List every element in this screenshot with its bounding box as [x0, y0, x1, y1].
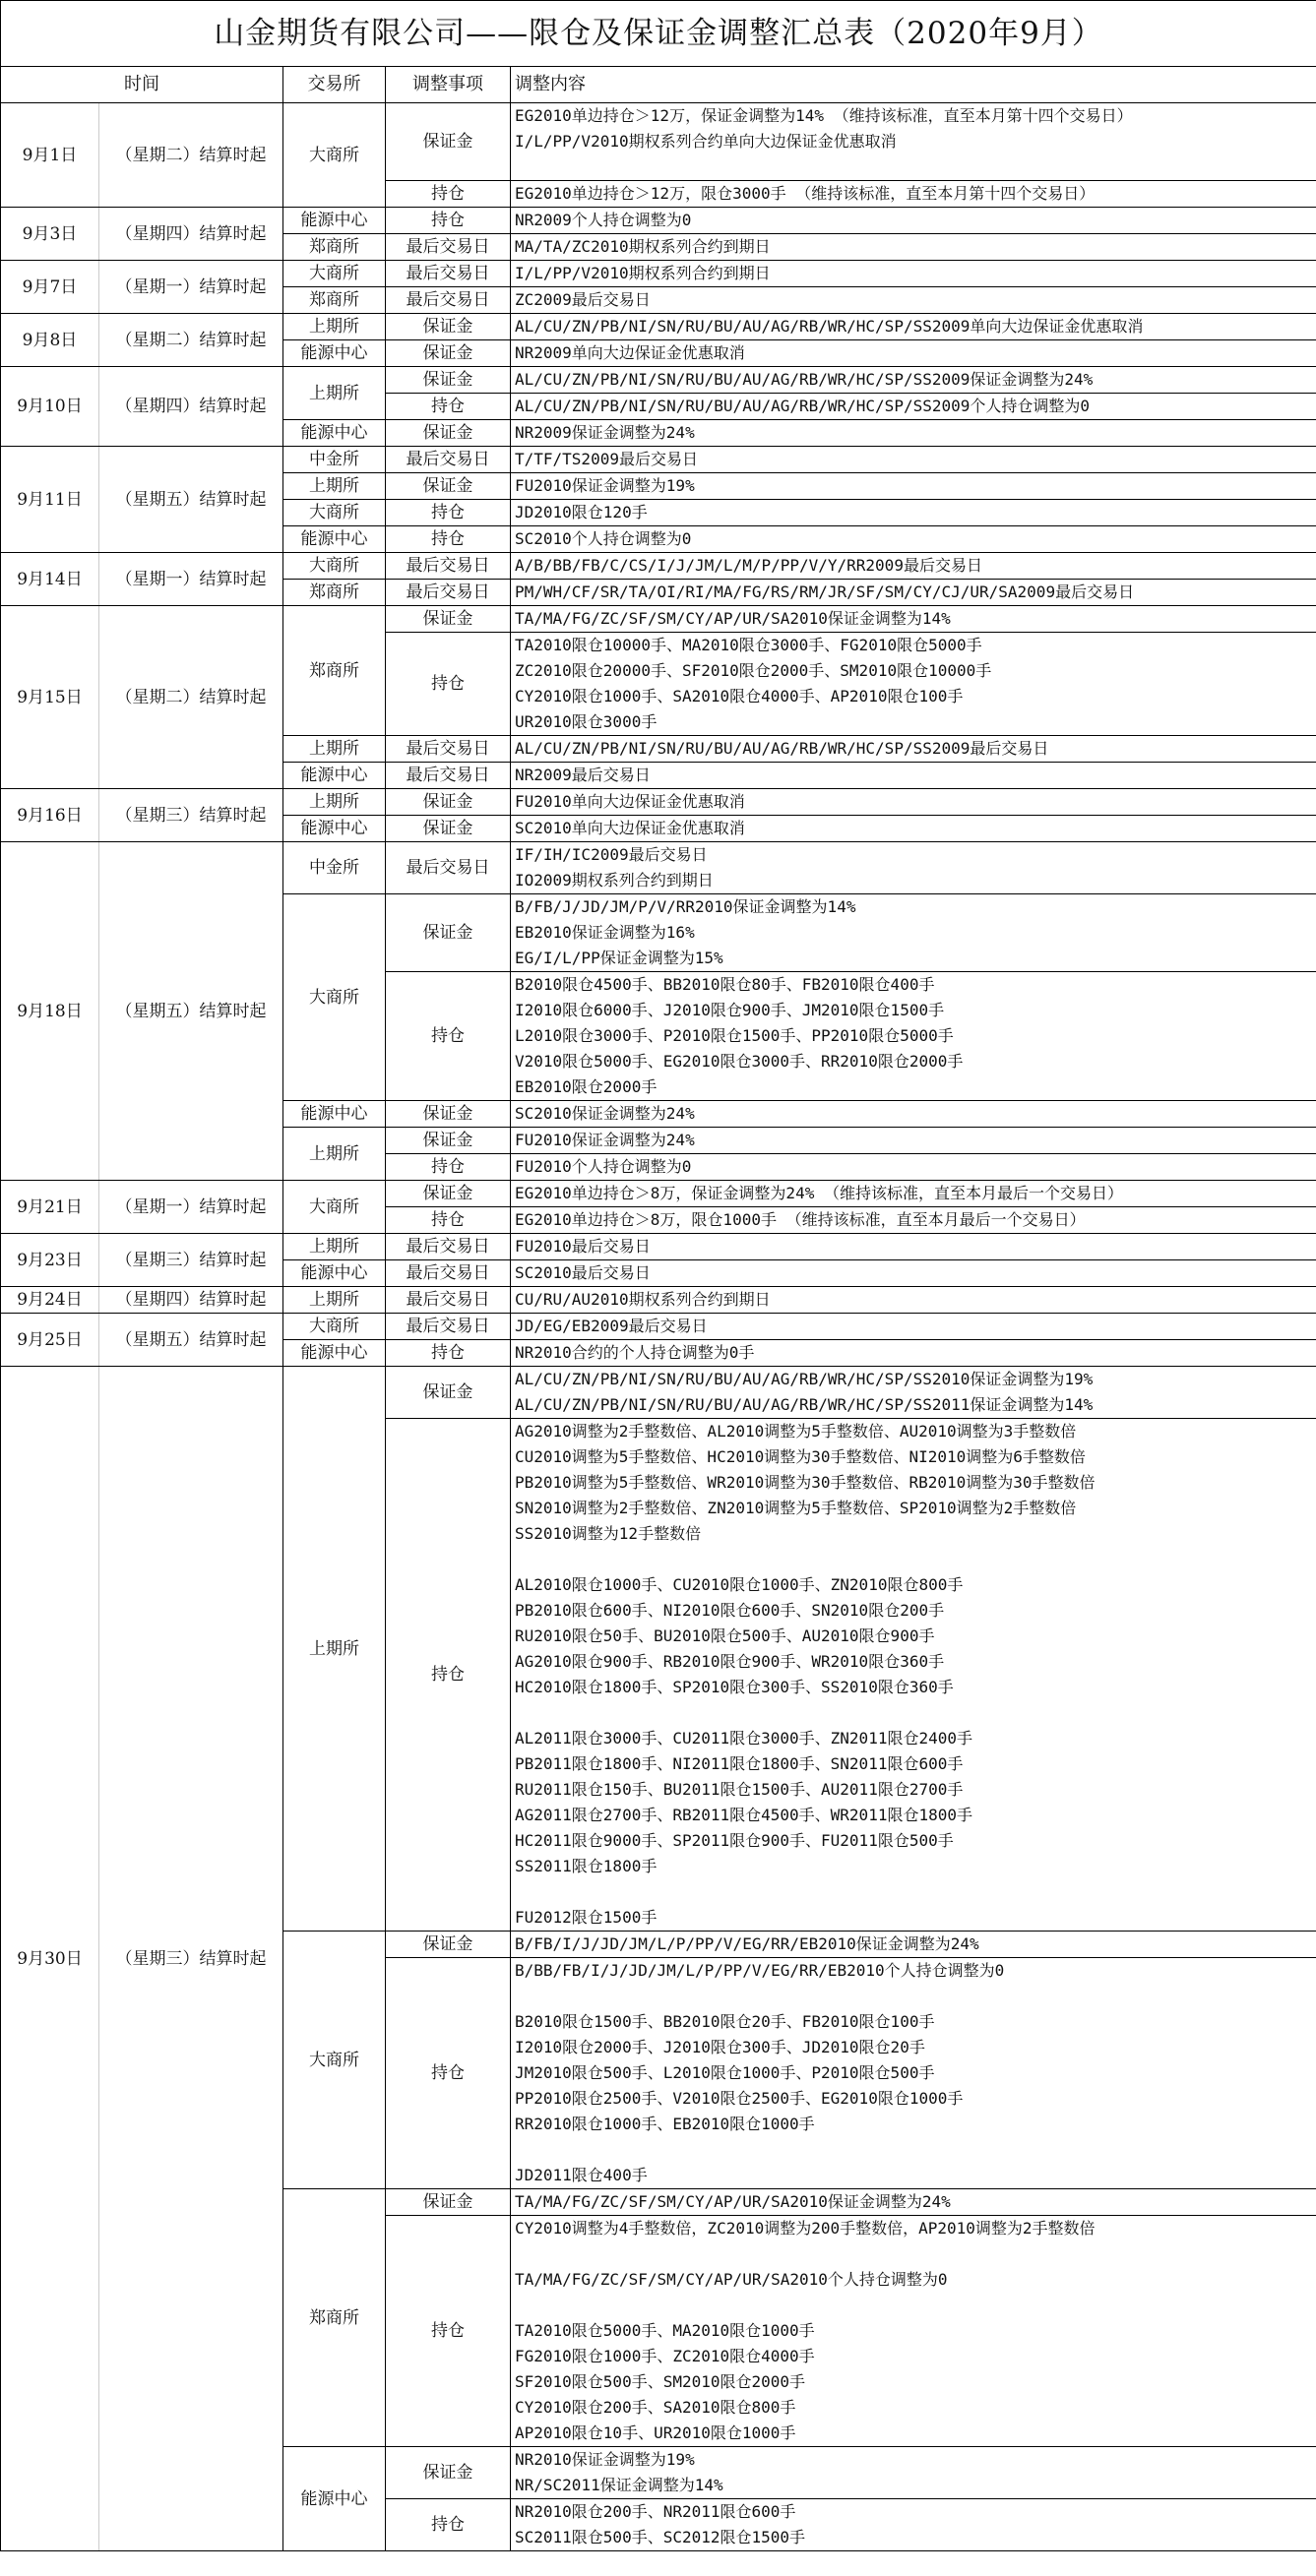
exchange-cell: 上期所	[283, 1234, 386, 1260]
content-line: NR2010合约的个人持仓调整为0手	[515, 1343, 755, 1362]
adjust-content-cell	[511, 1128, 1316, 1154]
adjust-item-cell: 最后交易日	[386, 447, 511, 473]
table-row	[1, 367, 1316, 394]
adjust-content-cell	[511, 763, 1316, 789]
table-row	[1, 789, 1316, 816]
adjust-item-cell: 保证金	[386, 1128, 511, 1154]
adjust-content-cell	[511, 367, 1316, 394]
adjust-content-cell	[511, 789, 1316, 816]
content-line: IF/IH/IC2009最后交易日	[515, 845, 708, 864]
content-line	[515, 1547, 1316, 1572]
table-row	[1, 1287, 1316, 1314]
date-cell: 9月16日	[1, 789, 99, 842]
table-row	[1, 1234, 1316, 1260]
table-row	[1, 1367, 1316, 1419]
adjust-content-cell	[511, 181, 1316, 208]
adjust-item-cell: 持仓	[386, 1154, 511, 1181]
content-line: EG2010单边持仓＞8万，限仓1000手 （维持该标准，直至本月最后一个交易日）	[515, 1210, 1086, 1229]
adjust-content-cell	[511, 1367, 1316, 1419]
date-cell: 9月11日	[1, 447, 99, 553]
adjust-item-cell: 保证金	[386, 2447, 511, 2499]
weekday-cell: （星期二）结算时起	[99, 103, 283, 208]
adjust-item-cell: 保证金	[386, 103, 511, 181]
content-line: I/L/PP/V2010期权系列合约到期日	[515, 264, 771, 282]
content-line: SC2010单向大边保证金优惠取消	[515, 819, 745, 837]
exchange-cell: 大商所	[283, 261, 386, 287]
adjust-content-cell	[511, 394, 1316, 420]
weekday-cell: （星期五）结算时起	[99, 842, 283, 1181]
content-line: B/FB/J/JD/JM/P/V/RR2010保证金调整为14%	[515, 897, 856, 916]
content-line: CY2010调整为4手整数倍，ZC2010调整为200手整数倍，AP2010调整为2手整数倍	[515, 2219, 1096, 2238]
adjust-item-cell: 最后交易日	[386, 234, 511, 261]
adjust-content-cell	[511, 287, 1316, 314]
date-cell: 9月3日	[1, 208, 99, 261]
adjust-item-cell: 保证金	[386, 473, 511, 500]
adjust-content-cell	[511, 894, 1316, 972]
page-title: 山金期货有限公司——限仓及保证金调整汇总表（2020年9月）	[1, 1, 1316, 67]
adjust-content-cell	[511, 1181, 1316, 1207]
content-line: I2010限仓2000手、J2010限仓300手、JD2010限仓20手	[515, 2038, 925, 2056]
content-line: IO2009期权系列合约到期日	[515, 871, 714, 889]
content-line: B/BB/FB/I/J/JD/JM/L/P/PP/V/EG/RR/EB2010个人持仓调整为0	[515, 1961, 1005, 1980]
exchange-cell: 能源中心	[283, 2447, 386, 2551]
content-line: JM2010限仓500手、L2010限仓1000手、P2010限仓500手	[515, 2063, 935, 2082]
content-line: TA/MA/FG/ZC/SF/SM/CY/AP/UR/SA2010保证金调整为24%	[515, 2192, 951, 2211]
exchange-cell: 上期所	[283, 736, 386, 763]
content-line: PM/WH/CF/SR/TA/OI/RI/MA/FG/RS/RM/JR/SF/SM/CY/CJ/UR/SA2009最后交易日	[515, 583, 1135, 601]
adjust-content-cell	[511, 420, 1316, 447]
date-cell: 9月24日	[1, 1287, 99, 1314]
adjust-item-cell: 持仓	[386, 181, 511, 208]
content-line: B2010限仓1500手、BB2010限仓20手、FB2010限仓100手	[515, 2012, 935, 2031]
content-line: FU2010个人持仓调整为0	[515, 1157, 692, 1176]
adjust-item-cell: 最后交易日	[386, 553, 511, 580]
content-line: SC2010最后交易日	[515, 1263, 651, 1282]
exchange-cell: 大商所	[283, 500, 386, 526]
adjust-content-cell	[511, 1958, 1316, 2189]
adjust-content-cell	[511, 340, 1316, 367]
adjust-item-cell: 保证金	[386, 314, 511, 340]
adjust-item-cell: 最后交易日	[386, 261, 511, 287]
content-line: V2010限仓5000手、EG2010限仓3000手、RR2010限仓2000手	[515, 1052, 964, 1071]
weekday-cell: （星期三）结算时起	[99, 1367, 283, 2551]
content-line: TA2010限仓10000手、MA2010限仓3000手、FG2010限仓5000手	[515, 636, 982, 654]
date-cell: 9月1日	[1, 103, 99, 208]
adjust-content-cell	[511, 1154, 1316, 1181]
exchange-cell: 大商所	[283, 553, 386, 580]
adjust-item-cell: 最后交易日	[386, 287, 511, 314]
weekday-cell: （星期五）结算时起	[99, 447, 283, 553]
content-line	[515, 1700, 1316, 1726]
content-line: PB2011限仓1800手、NI2011限仓1800手、SN2011限仓600手	[515, 1754, 964, 1773]
table-row	[1, 261, 1316, 287]
content-line: FU2010单向大边保证金优惠取消	[515, 792, 745, 811]
exchange-cell: 能源中心	[283, 1101, 386, 1128]
adjust-content-cell	[511, 1419, 1316, 1932]
adjust-item-cell: 持仓	[386, 1419, 511, 1932]
exchange-cell: 上期所	[283, 1367, 386, 1932]
date-cell: 9月7日	[1, 261, 99, 314]
content-line: AL/CU/ZN/PB/NI/SN/RU/BU/AU/AG/RB/WR/HC/SP/SS2009单向大边保证金优惠取消	[515, 317, 1144, 336]
content-line: AG2010调整为2手整数倍、AL2010调整为5手整数倍、AU2010调整为3手整数倍	[515, 1422, 1077, 1441]
adjust-content-cell	[511, 1287, 1316, 1314]
table-row	[1, 1181, 1316, 1207]
adjust-item-cell: 保证金	[386, 367, 511, 394]
exchange-cell: 大商所	[283, 894, 386, 1101]
adjust-item-cell: 保证金	[386, 2189, 511, 2216]
exchange-cell: 上期所	[283, 789, 386, 816]
adjust-item-cell: 持仓	[386, 2499, 511, 2551]
exchange-cell: 能源中心	[283, 1260, 386, 1287]
weekday-cell: （星期二）结算时起	[99, 606, 283, 789]
date-cell: 9月23日	[1, 1234, 99, 1287]
content-line: B2010限仓4500手、BB2010限仓80手、FB2010限仓400手	[515, 975, 935, 994]
exchange-cell: 郑商所	[283, 580, 386, 606]
adjust-content-cell	[511, 447, 1316, 473]
date-cell: 9月21日	[1, 1181, 99, 1234]
adjust-content-cell	[511, 261, 1316, 287]
table-header-row	[1, 67, 1316, 103]
content-line: AL/CU/ZN/PB/NI/SN/RU/BU/AU/AG/RB/WR/HC/SP/SS2009最后交易日	[515, 739, 1049, 758]
weekday-cell: （星期一）结算时起	[99, 261, 283, 314]
adjust-content-cell	[511, 1314, 1316, 1340]
date-cell: 9月18日	[1, 842, 99, 1181]
content-line: CY2010限仓1000手、SA2010限仓4000手、AP2010限仓100手	[515, 687, 964, 705]
exchange-cell: 中金所	[283, 447, 386, 473]
content-line: AL2011限仓3000手、CU2011限仓3000手、ZN2011限仓2400手	[515, 1729, 972, 1748]
adjust-content-cell	[511, 606, 1316, 633]
weekday-cell: （星期一）结算时起	[99, 1181, 283, 1234]
table-row	[1, 842, 1316, 894]
content-line	[515, 154, 1316, 180]
header-exchange: 交易所	[283, 67, 386, 103]
content-line: AL/CU/ZN/PB/NI/SN/RU/BU/AU/AG/RB/WR/HC/SP/SS2011保证金调整为14%	[515, 1395, 1094, 1414]
content-line: RR2010限仓1000手、EB2010限仓1000手	[515, 2115, 815, 2133]
table-row	[1, 1314, 1316, 1340]
adjust-content-cell	[511, 2189, 1316, 2216]
adjust-item-cell: 持仓	[386, 1340, 511, 1367]
adjust-item-cell: 持仓	[386, 972, 511, 1101]
content-line: I/L/PP/V2010期权系列合约单向大边保证金优惠取消	[515, 132, 897, 151]
content-line: NR2010限仓200手、NR2011限仓600手	[515, 2502, 796, 2521]
exchange-cell: 大商所	[283, 1314, 386, 1340]
weekday-cell: （星期二）结算时起	[99, 314, 283, 367]
adjust-content-cell	[511, 553, 1316, 580]
adjust-item-cell: 持仓	[386, 394, 511, 420]
date-cell: 9月25日	[1, 1314, 99, 1367]
adjust-content-cell	[511, 1340, 1316, 1367]
exchange-cell: 大商所	[283, 103, 386, 208]
table-body	[1, 103, 1316, 2551]
exchange-cell: 能源中心	[283, 420, 386, 447]
exchange-cell: 能源中心	[283, 763, 386, 789]
adjust-item-cell: 保证金	[386, 894, 511, 972]
content-line	[515, 2241, 1316, 2267]
content-line	[515, 2137, 1316, 2163]
adjust-item-cell: 最后交易日	[386, 1260, 511, 1287]
exchange-cell: 能源中心	[283, 526, 386, 553]
content-line: FU2010保证金调整为24%	[515, 1131, 695, 1149]
content-line: PP2010限仓2500手、V2010限仓2500手、EG2010限仓1000手	[515, 2089, 964, 2108]
date-cell: 9月10日	[1, 367, 99, 447]
content-line: L2010限仓3000手、P2010限仓1500手、PP2010限仓5000手	[515, 1026, 954, 1045]
adjust-item-cell: 最后交易日	[386, 1234, 511, 1260]
content-line: HC2011限仓9000手、SP2011限仓900手、FU2011限仓500手	[515, 1831, 954, 1850]
adjust-content-cell	[511, 1260, 1316, 1287]
adjust-item-cell: 保证金	[386, 420, 511, 447]
adjust-item-cell: 最后交易日	[386, 1287, 511, 1314]
content-line: I2010限仓6000手、J2010限仓900手、JM2010限仓1500手	[515, 1001, 945, 1019]
content-line: FU2010最后交易日	[515, 1237, 651, 1256]
content-line: SF2010限仓500手、SM2010限仓2000手	[515, 2372, 806, 2391]
content-line: JD/EG/EB2009最后交易日	[515, 1317, 708, 1335]
content-line: EG2010单边持仓＞12万，保证金调整为14% （维持该标准，直至本月第十四个交易日）	[515, 106, 1133, 125]
content-line: SC2011限仓500手、SC2012限仓1500手	[515, 2528, 806, 2546]
exchange-cell: 郑商所	[283, 606, 386, 736]
exchange-cell: 大商所	[283, 1181, 386, 1234]
adjust-content-cell	[511, 736, 1316, 763]
content-line: NR2009最后交易日	[515, 766, 651, 784]
table-row	[1, 447, 1316, 473]
weekday-cell: （星期四）结算时起	[99, 208, 283, 261]
content-line	[515, 1984, 1316, 2009]
content-line: EB2010保证金调整为16%	[515, 923, 695, 942]
content-line: B/FB/I/J/JD/JM/L/P/PP/V/EG/RR/EB2010保证金调整为24%	[515, 1934, 979, 1953]
exchange-cell: 能源中心	[283, 208, 386, 234]
adjust-item-cell: 最后交易日	[386, 1314, 511, 1340]
adjust-content-cell	[511, 526, 1316, 553]
content-line: FU2010保证金调整为19%	[515, 476, 695, 495]
date-cell: 9月8日	[1, 314, 99, 367]
content-line: NR2009保证金调整为24%	[515, 423, 695, 442]
adjust-content-cell	[511, 2499, 1316, 2551]
adjust-content-cell	[511, 208, 1316, 234]
adjust-content-cell	[511, 842, 1316, 894]
adjust-content-cell	[511, 1932, 1316, 1958]
exchange-cell: 郑商所	[283, 2189, 386, 2447]
exchange-cell: 郑商所	[283, 287, 386, 314]
content-line: JD2010限仓120手	[515, 503, 648, 521]
content-line: SN2010调整为2手整数倍、ZN2010调整为5手整数倍、SP2010调整为2手整数倍	[515, 1499, 1077, 1517]
header-item: 调整事项	[386, 67, 511, 103]
content-line	[515, 1879, 1316, 1905]
weekday-cell: （星期三）结算时起	[99, 789, 283, 842]
adjust-item-cell: 最后交易日	[386, 736, 511, 763]
content-line: SS2011限仓1800手	[515, 1857, 658, 1875]
adjust-content-cell	[511, 972, 1316, 1101]
content-line	[515, 2293, 1316, 2318]
content-line: AL/CU/ZN/PB/NI/SN/RU/BU/AU/AG/RB/WR/HC/SP/SS2010保证金调整为19%	[515, 1370, 1094, 1388]
adjust-item-cell: 保证金	[386, 1101, 511, 1128]
exchange-cell: 上期所	[283, 1128, 386, 1181]
weekday-cell: （星期三）结算时起	[99, 1234, 283, 1287]
content-line: AL/CU/ZN/PB/NI/SN/RU/BU/AU/AG/RB/WR/HC/SP/SS2009个人持仓调整为0	[515, 397, 1091, 415]
content-line: FG2010限仓1000手、ZC2010限仓4000手	[515, 2347, 815, 2365]
adjust-item-cell: 持仓	[386, 1207, 511, 1234]
exchange-cell: 能源中心	[283, 816, 386, 842]
content-line: NR/SC2011保证金调整为14%	[515, 2476, 723, 2494]
adjust-content-cell	[511, 2216, 1316, 2447]
date-cell: 9月30日	[1, 1367, 99, 2551]
adjust-content-cell	[511, 1101, 1316, 1128]
adjust-item-cell: 保证金	[386, 816, 511, 842]
adjust-item-cell: 保证金	[386, 789, 511, 816]
adjust-content-cell	[511, 633, 1316, 736]
content-line: CU/RU/AU2010期权系列合约到期日	[515, 1290, 771, 1309]
weekday-cell: （星期一）结算时起	[99, 553, 283, 606]
content-line: AG2010限仓900手、RB2010限仓900手、WR2010限仓360手	[515, 1652, 945, 1671]
adjust-content-cell	[511, 1207, 1316, 1234]
content-line: NR2009单向大边保证金优惠取消	[515, 343, 745, 362]
content-line: RU2010限仓50手、BU2010限仓500手、AU2010限仓900手	[515, 1626, 935, 1645]
content-line: SC2010保证金调整为24%	[515, 1104, 695, 1123]
adjust-item-cell: 最后交易日	[386, 842, 511, 894]
weekday-cell: （星期五）结算时起	[99, 1314, 283, 1367]
content-line: NR2010保证金调整为19%	[515, 2450, 695, 2469]
content-line: AP2010限仓10手、UR2010限仓1000手	[515, 2423, 796, 2442]
content-line: PB2010调整为5手整数倍、WR2010调整为30手整数倍、RB2010调整为30手整数倍	[515, 1473, 1096, 1492]
adjust-content-cell	[511, 314, 1316, 340]
content-line: EB2010限仓2000手	[515, 1077, 658, 1096]
adjust-item-cell: 持仓	[386, 526, 511, 553]
adjust-content-cell	[511, 816, 1316, 842]
exchange-cell: 上期所	[283, 367, 386, 420]
adjust-item-cell: 持仓	[386, 500, 511, 526]
table-row	[1, 553, 1316, 580]
adjust-item-cell: 持仓	[386, 1958, 511, 2189]
adjust-item-cell: 持仓	[386, 2216, 511, 2447]
content-line: AL/CU/ZN/PB/NI/SN/RU/BU/AU/AG/RB/WR/HC/SP/SS2009保证金调整为24%	[515, 370, 1094, 389]
exchange-cell: 中金所	[283, 842, 386, 894]
content-line: FU2012限仓1500手	[515, 1908, 658, 1927]
adjust-item-cell: 持仓	[386, 633, 511, 736]
adjust-content-cell	[511, 2447, 1316, 2499]
table-row	[1, 314, 1316, 340]
exchange-cell: 能源中心	[283, 1340, 386, 1367]
content-line: RU2011限仓150手、BU2011限仓1500手、AU2011限仓2700手	[515, 1780, 964, 1799]
content-line: NR2009个人持仓调整为0	[515, 211, 692, 229]
content-line: EG2010单边持仓＞8万，保证金调整为24% （维持该标准，直至本月最后一个交易日）	[515, 1184, 1123, 1202]
content-line: EG/I/L/PP保证金调整为15%	[515, 949, 723, 967]
exchange-cell: 上期所	[283, 314, 386, 340]
exchange-cell: 大商所	[283, 1932, 386, 2189]
table-row	[1, 606, 1316, 633]
weekday-cell: （星期四）结算时起	[99, 1287, 283, 1314]
content-line: TA2010限仓5000手、MA2010限仓1000手	[515, 2321, 815, 2340]
adjust-item-cell: 最后交易日	[386, 580, 511, 606]
adjust-content-cell	[511, 103, 1316, 181]
date-cell: 9月14日	[1, 553, 99, 606]
exchange-cell: 郑商所	[283, 234, 386, 261]
content-line: SC2010个人持仓调整为0	[515, 529, 692, 548]
exchange-cell: 上期所	[283, 1287, 386, 1314]
content-line: JD2011限仓400手	[515, 2166, 648, 2184]
content-line: CY2010限仓200手、SA2010限仓800手	[515, 2398, 796, 2417]
content-line: TA/MA/FG/ZC/SF/SM/CY/AP/UR/SA2010保证金调整为14%	[515, 609, 951, 628]
content-line: EG2010单边持仓＞12万，限仓3000手 （维持该标准，直至本月第十四个交易日）	[515, 184, 1096, 203]
adjust-item-cell: 最后交易日	[386, 763, 511, 789]
weekday-cell: （星期四）结算时起	[99, 367, 283, 447]
adjust-content-cell	[511, 580, 1316, 606]
content-line: AG2011限仓2700手、RB2011限仓4500手、WR2011限仓1800手	[515, 1806, 972, 1824]
exchange-cell: 上期所	[283, 473, 386, 500]
header-time: 时间	[1, 67, 283, 103]
adjust-content-cell	[511, 234, 1316, 261]
content-line: A/B/BB/FB/C/CS/I/J/JM/L/M/P/PP/V/Y/RR2009最后交易日	[515, 556, 982, 575]
content-line: SS2010调整为12手整数倍	[515, 1524, 702, 1543]
content-line: ZC2010限仓20000手、SF2010限仓2000手、SM2010限仓10000手	[515, 661, 992, 680]
content-line: CU2010调整为5手整数倍、HC2010调整为30手整数倍、NI2010调整为6手整数倍	[515, 1447, 1086, 1466]
adjust-item-cell: 保证金	[386, 340, 511, 367]
content-line: HC2010限仓1800手、SP2010限仓300手、SS2010限仓360手	[515, 1678, 954, 1696]
content-line: MA/TA/ZC2010期权系列合约到期日	[515, 237, 771, 256]
content-line: T/TF/TS2009最后交易日	[515, 450, 698, 468]
adjust-item-cell: 保证金	[386, 606, 511, 633]
adjust-content-cell	[511, 473, 1316, 500]
adjust-item-cell: 保证金	[386, 1181, 511, 1207]
header-content: 调整内容	[511, 67, 1316, 103]
content-line: UR2010限仓3000手	[515, 712, 658, 731]
content-line: ZC2009最后交易日	[515, 290, 651, 309]
content-line: PB2010限仓600手、NI2010限仓600手、SN2010限仓200手	[515, 1601, 945, 1620]
content-line: TA/MA/FG/ZC/SF/SM/CY/AP/UR/SA2010个人持仓调整为0	[515, 2270, 948, 2289]
adjust-content-cell	[511, 500, 1316, 526]
adjust-item-cell: 保证金	[386, 1367, 511, 1419]
adjust-item-cell: 持仓	[386, 208, 511, 234]
date-cell: 9月15日	[1, 606, 99, 789]
exchange-cell: 能源中心	[283, 340, 386, 367]
content-line: AL2010限仓1000手、CU2010限仓1000手、ZN2010限仓800手	[515, 1575, 964, 1594]
table-row	[1, 103, 1316, 181]
adjust-item-cell: 保证金	[386, 1932, 511, 1958]
adjust-content-cell	[511, 1234, 1316, 1260]
table-row	[1, 208, 1316, 234]
